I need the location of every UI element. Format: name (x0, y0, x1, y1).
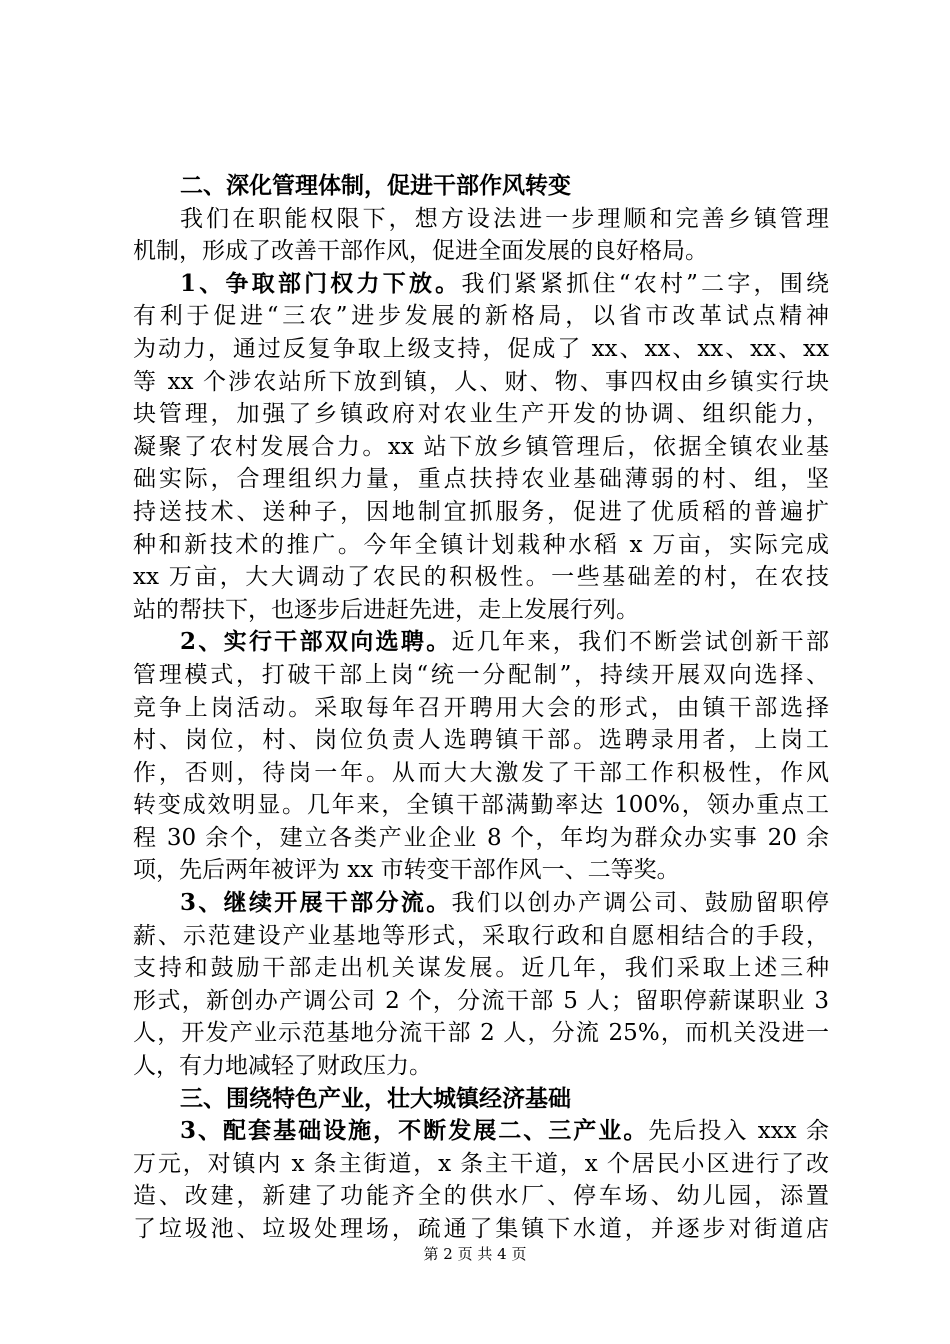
item-title: 1、争取部门权力下放。 (180, 269, 462, 297)
paragraph-line: 有利于促进“三农”进步发展的新格局，以省市改革试点精神 (133, 303, 829, 330)
item-text: 我们以创办产调公司、鼓励留职停 (451, 890, 830, 917)
paragraph-line: 造、改建，新建了功能齐全的供水厂、停车场、幼儿园，添置 (133, 1183, 829, 1210)
paragraph-line: 机制，形成了改善干部作风，促进全面发展的良好格局。 (133, 238, 708, 265)
paragraph-line: 持送技术、送种子，因地制宜抓服务，促进了优质稻的普遍扩 (133, 498, 829, 525)
paragraph-first-line (133, 1115, 829, 1148)
document-page (133, 170, 829, 1246)
paragraph-first-line (133, 887, 829, 920)
paragraph-line: 凝聚了农村发展合力。xx 站下放乡镇管理后，依据全镇农业基 (133, 433, 829, 460)
paragraph-line: 我们在职能权限下，想方设法进一步理顺和完善乡镇管理 (180, 205, 829, 232)
paragraph-line: 作，否则，待岗一年。从而大大激发了干部工作积极性，作风 (133, 759, 829, 786)
paragraph-line: 转变成效明显。几年来，全镇干部满勤率达 100%，领办重点工 (133, 792, 829, 819)
paragraph-first-line (133, 268, 829, 301)
paragraph-line: 万元，对镇内 x 条主街道，x 条主干道，x 个居民小区进行了改 (133, 1150, 829, 1177)
paragraph-first-line (133, 626, 829, 659)
paragraph-line: 人，开发产业示范基地分流干部 2 人，分流 25%，而机关没进一 (133, 1020, 829, 1047)
item-title: 3、继续开展干部分流。 (180, 889, 452, 917)
paragraph-line: 管理模式，打破干部上岗“统一分配制”，持续开展双向选择、 (133, 661, 829, 688)
paragraph-line: 种和新技术的推广。今年全镇计划栽种水稻 x 万亩，实际完成 (133, 531, 829, 558)
paragraph-line: 了垃圾池、垃圾处理场，疏通了集镇下水道，并逐步对街道店 (133, 1216, 829, 1242)
paragraph-line: 础实际，合理组织力量，重点扶持农业基础薄弱的村、组，坚 (133, 466, 829, 493)
item-title: 2、实行干部双向选聘。 (180, 628, 452, 656)
item-text: 近几年来，我们不断尝试创新干部 (451, 629, 830, 656)
item-text: 先后投入 xxx 余 (648, 1118, 829, 1145)
paragraph-line: 形式，新创办产调公司 2 个，分流干部 5 人；留职停薪谋职业 3 (133, 987, 829, 1014)
paragraph-line: 块管理，加强了乡镇政府对农业生产开发的协调、组织能力， (133, 401, 829, 428)
paragraph-line: 村、岗位，村、岗位负责人选聘镇干部。选聘录用者，上岗工 (133, 727, 829, 754)
paragraph-line: 人，有力地减轻了财政压力。 (133, 1053, 432, 1080)
paragraph-line: 项，先后两年被评为 xx 市转变干部作风一、二等奖。 (133, 857, 680, 884)
item-text: 我们紧紧抓住“农村”二字，围绕 (461, 270, 829, 297)
paragraph-line: xx 万亩，大大调动了农民的积极性。一些基础差的村，在农技 (133, 564, 829, 591)
section-heading-2: 二、深化管理体制，促进干部作风转变 (180, 172, 571, 199)
paragraph-line: 支持和鼓励干部走出机关谋发展。近几年，我们采取上述三种 (133, 955, 829, 982)
paragraph-line: 程 30 余个，建立各类产业企业 8 个，年均为群众办实事 20 余 (133, 824, 829, 851)
paragraph-line: 竞争上岗活动。采取每年召开聘用大会的形式，由镇干部选择 (133, 694, 829, 721)
paragraph-line: 为动力，通过反复争取上级支持，促成了 xx、xx、xx、xx、xx (133, 335, 829, 362)
page-number-footer: 第 2 页 共 4 页 (423, 1245, 527, 1263)
item-title: 3、配套基础设施，不断发展二、三产业。 (180, 1117, 649, 1145)
paragraph-line: 薪、示范建设产业基地等形式，采取行政和自愿相结合的手段， (133, 922, 829, 949)
paragraph-line: 等 xx 个涉农站所下放到镇，人、财、物、事四权由乡镇实行块 (133, 368, 829, 395)
paragraph-line: 站的帮扶下，也逐步后进赶先进，走上发展行列。 (133, 596, 639, 623)
section-heading-3: 三、围绕特色产业，壮大城镇经济基础 (180, 1084, 571, 1112)
